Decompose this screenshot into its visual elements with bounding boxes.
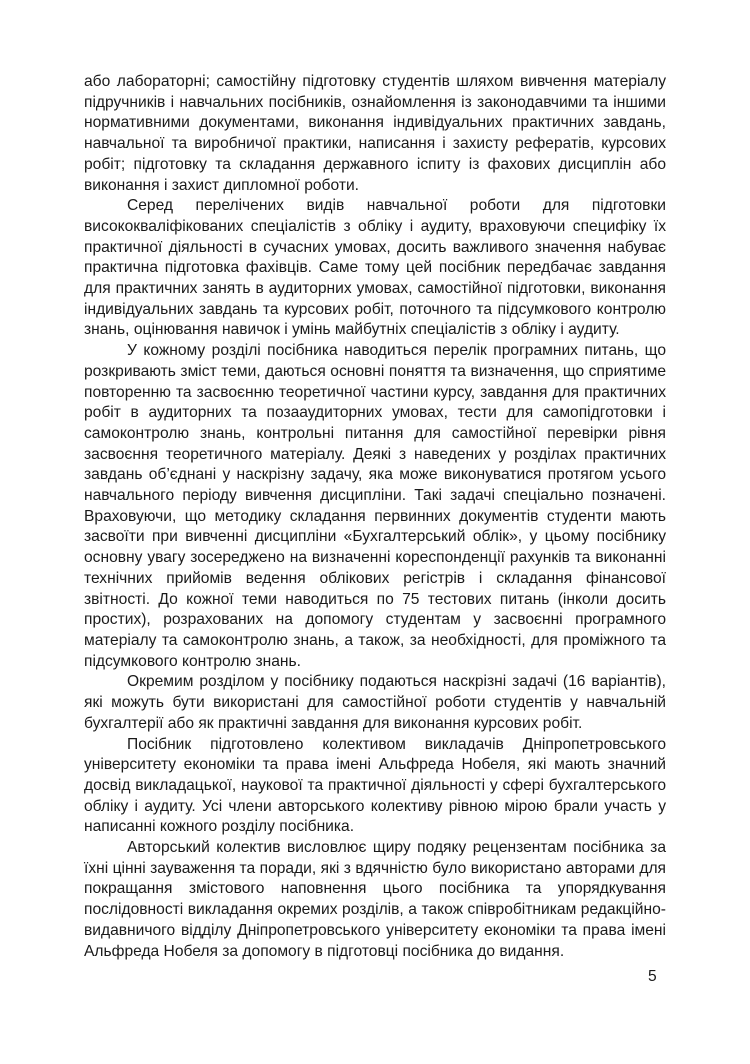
paragraph-authors: Посібник підготовлено колективом викладачів Дніпропетровського університету економіки та права імені Альфреда Нобеля, які мають значний досвід викладацької, наукової та практичної діяльності у сфері бухгалтерського обліку і аудиту. Усі члени авторського колективу рівною мірою брали участь у написанні кожного розділу посібника. <box>84 735 666 836</box>
paragraph-continuation: або лабораторні; самостійну підготовку студентів шляхом вивчення матеріалу підручників і навчальних посібників, ознайомлення із законодавчими та іншими нормативними документами, виконання індивідуальних практичних завдань, навчальної та виробничої практики, написання і захисту рефератів, курсових робіт; підготовку та складання державного іспиту із фахових дисциплін або виконання і захист дипломної роботи. <box>84 73 666 194</box>
paragraph-practical-training: Серед перелічених видів навчальної роботи для підготовки висококваліфікованих спеціалістів з обліку і аудиту, враховуючи специфіку їх практичної діяльності в сучасних умовах, досить важливого значення набуває практична підготовка фахівців. Саме тому цей посібник передбачає завдання для практичних занять в аудиторних умовах, самостійної підготовки, виконання індивідуальних завдань та курсових робіт, поточного та підсумкового контролю знань, оцінювання навичок і умінь майбутніх спеціалістів з обліку і аудиту. <box>84 197 666 339</box>
page-body <box>84 72 666 962</box>
page-number: 5 <box>648 968 657 985</box>
paragraph-manual-structure: У кожному розділі посібника наводиться перелік програмних питань, що розкривають зміст теми, даються основні поняття та визначення, що сприятиме повторенню та засвоєнню теоретичної частини курсу, завдання для практичних робіт в аудиторних та позааудиторних умовах, тести для самопідготовки і самоконтролю знань, контрольні питання для самостійної перевірки рівня засвоєння теоретичного матеріалу. Деякі з наведених у розділах практичних завдань об’єднані у наскрізну задачу, яка може виконуватися протягом усього навчального періоду вивчення дисципліни. Такі задачі спеціально позначені. Враховуючи, що методику складання первинних документів студенти мають засвоїти при вивченні дисципліни «Бухгалтерський облік», у цьому посібнику основну увагу зосереджено на визначенні кореспонденції рахунків та виконанні технічних прийомів ведення облікових регістрів і складання фінансової звітності. До кожної теми наводиться по 75 тестових питань (інколи досить простих), розрахованих на допомогу студентам у засвоєнні програмного матеріалу та самоконтролю знань, а також, за необхідності, для проміжного та підсумкового контролю знань. <box>84 342 666 670</box>
paragraph-through-tasks: Окремим розділом у посібнику подаються наскрізні задачі (16 варіантів), які можуть бути використані для самостійної роботи студентів у навчальній бухгалтерії або як практичні завдання для виконання курсових робіт. <box>84 673 666 732</box>
paragraph-acknowledgements: Авторський колектив висловлює щиру подяку рецензентам посібника за їхні цінні зауваження та поради, які з вдячністю було використано авторами для покращання змістового наповнення цього посібника та упорядкування послідовності викладання окремих розділів, а також співробітникам редакційно-видавничого відділу Дніпропетровського університету економіки та права імені Альфреда Нобеля за допомогу в підготовці посібника до видання. <box>84 839 666 960</box>
